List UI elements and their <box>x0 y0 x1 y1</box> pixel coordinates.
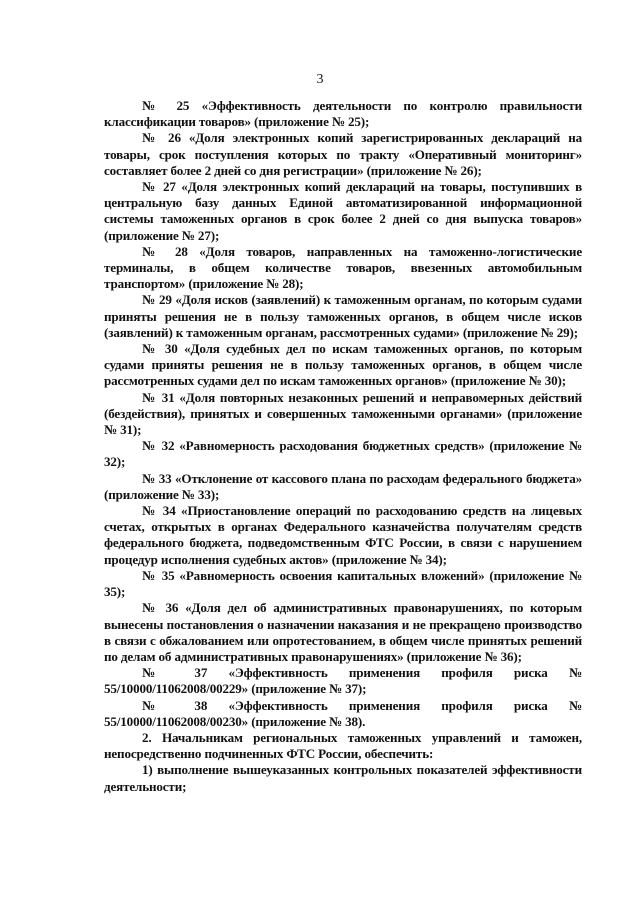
paragraph-item-2: 2. Начальникам региональных таможенных управлений и таможен, непосредственно подчиненных ФТС России, обеспечить: <box>104 729 582 762</box>
paragraph-indicator-38: № 38 «Эффективность применения профиля риска № 55/10000/11062008/00230» (приложение № 38). <box>104 697 582 729</box>
paragraph-indicator-34: № 34 «Приостановление операций по расходованию средств на лицевых счетах, открытых в органах Федерального казначейства получателям средств федерального бюджета, подведомственным ФТС России, в связи с нарушением процедур исполнения судебных актов» (приложение № 34); <box>104 503 582 567</box>
page-number: 3 <box>316 72 324 87</box>
document-body <box>104 98 582 795</box>
paragraph-indicator-32: № 32 «Равномерность расходования бюджетных средств» (приложение № 32); <box>104 438 582 470</box>
paragraph-indicator-33: № 33 «Отклонение от кассового плана по расходам федерального бюджета» (приложение № 33); <box>104 470 582 502</box>
paragraph-indicator-27: № 27 «Доля электронных копий деклараций на товары, поступивших в центральную базу данных Единой автоматизированной информационной системы таможенных органов в срок более 2 дней со дня выпуска товаров» (приложение № 27); <box>104 179 582 243</box>
paragraph-indicator-29: № 29 «Доля исков (заявлений) к таможенным органам, по которым судами приняты решения не в пользу таможенных органов, в общем числе исков (заявлений) к таможенным органам, рассмотренных судами» (приложение № 29); <box>104 292 582 340</box>
paragraph-indicator-28: № 28 «Доля товаров, направленных на таможенно-логистические терминалы, в общем количестве товаров, ввезенных автомобильным транспортом» (приложение № 28); <box>104 243 582 292</box>
paragraph-indicator-31: № 31 «Доля повторных незаконных решений и неправомерных действий (бездействия), принятых и совершенных таможенными органами» (приложение № 31); <box>104 389 582 438</box>
paragraph-indicator-26: № 26 «Доля электронных копий зарегистрированных деклараций на товары, срок поступления которых по тракту «Оперативный мониторинг» составляет более 2 дней со дня регистрации» (приложение № 26); <box>104 130 582 178</box>
paragraph-subitem-1: 1) выполнение вышеуказанных контрольных показателей эффективности деятельности; <box>104 762 582 794</box>
paragraph-indicator-37: № 37 «Эффективность применения профиля риска № 55/10000/11062008/00229» (приложение № 37); <box>104 665 582 697</box>
paragraph-indicator-25: № 25 «Эффективность деятельности по контролю правильности классификации товаров» (приложение № 25); <box>104 98 582 130</box>
paragraph-indicator-36: № 36 «Доля дел об административных правонарушениях, по которым вынесены постановления о назначении наказания и не прекращено производство в связи с обжалованием или опротестованием, в общем числе принятых решений по делам об административных правонарушениях» (приложение № 36); <box>104 600 582 664</box>
paragraph-indicator-35: № 35 «Равномерность освоения капитальных вложений» (приложение № 35); <box>104 567 582 600</box>
paragraph-indicator-30: № 30 «Доля судебных дел по искам таможенных органов, по которым судами приняты решения не в пользу таможенных органов, в общем числе рассмотренных судами дел по искам таможенных органов» (приложение № 30); <box>104 341 582 389</box>
